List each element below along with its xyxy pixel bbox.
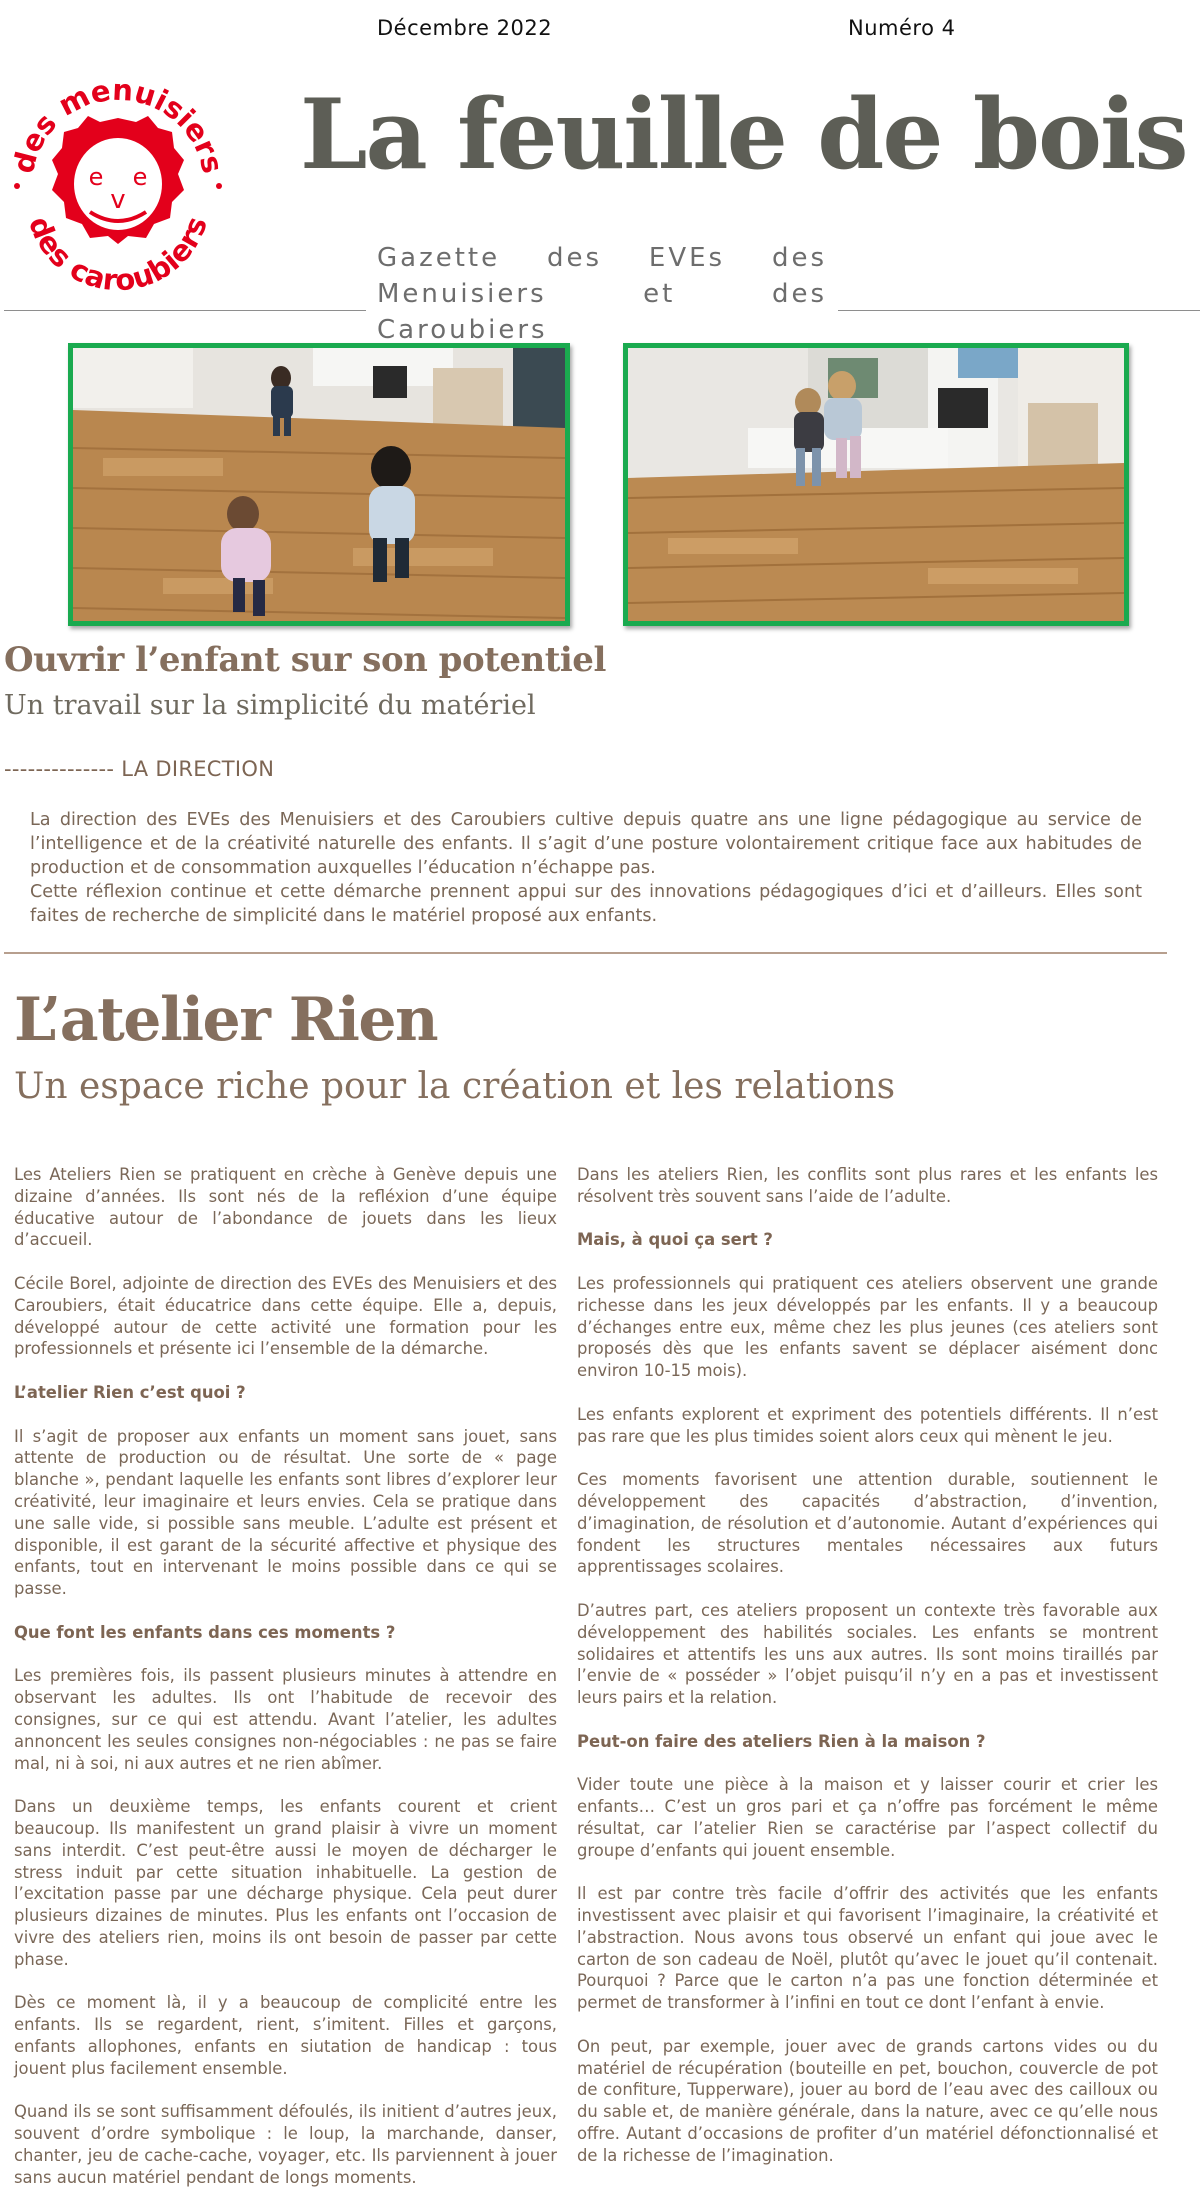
issue-date: Décembre 2022 (377, 16, 553, 40)
article1-title: Ouvrir l’enfant sur son potentiel (4, 640, 606, 680)
article2-question-heading: Mais, à quoi ça sert ? (577, 1230, 773, 1250)
article1-paragraph: La direction des EVEs des Menuisiers et des Caroubiers cultive depuis quatre ans une ligne pédagogique au service de l’intelligence et de la créativité naturelle des enfants. Il s’agit d’une posture volontairement critique face aux habitudes de production et de consommation auxquelles l’éducation n’échappe pas. (30, 810, 1142, 878)
logo-letter-v: v (110, 185, 126, 215)
article2-paragraph: Ces moments favorisent une attention durable, soutiennent le développement des capacités d’abstraction, d’invention, d’imagination, de résolution et d’autonomie. Autant d’expériences qui fondent les structures mentales nécessaires aux futurs apprentissages scolaires. (577, 1470, 1158, 1577)
children-running-photo-2 (623, 343, 1129, 626)
article2-paragraph: On peut, par exemple, jouer avec de grands cartons vides ou du matériel de récupération (bouteille en pet, bouchon, couvercle de pot de confiture, Tupperware), jouer au bord de l’eau avec des cailloux ou du sable et, de manière générale, dans la nature, avec ce qu’elle nous offre. Autant d’occasions de profiter d’un matériel défonctionnalisé et de la richesse de l’imagination. (577, 2036, 1158, 2165)
article2-title: L’atelier Rien (14, 985, 438, 1055)
article2-paragraph: Les Ateliers Rien se pratiquent en crèche à Genève depuis une dizaine d’années. Ils sont nés de la refléxion d’une équipe éducative autour de l’abondance de jouets dans les lieux d’accueil. (14, 1165, 557, 1250)
article2-paragraph: D’autres part, ces ateliers proposent un contexte très favorable aux développement des habilités sociales. Les enfants se montrent solidaires et attentifs les uns aux autres. Ils sont moins tiraillés par l’envie de « posséder » l’objet puisqu’il n’y en a pas et investissent leurs pairs et la relation. (577, 1600, 1158, 1708)
masthead-divider-left (4, 310, 366, 311)
article2-column-2 (577, 1164, 1158, 2188)
article2-question-heading: L’atelier Rien c’est quoi ? (14, 1382, 246, 1402)
article2-subtitle: Un espace riche pour la création et les relations (14, 1066, 896, 1107)
masthead-subtitle: Gazette des EVEs des Menuisiers et des Caroubiers (377, 243, 827, 345)
article2-paragraph: Dès ce moment là, il y a beaucoup de complicité entre les enfants. Ils se regardent, rient, s’imitent. Filles et garçons, enfants allophones, enfants en siutation de handicap : tous jouent plus facilement ensemble. (14, 1993, 557, 2078)
logo-top-text: des menuisiers (8, 72, 228, 177)
section-divider (4, 952, 1167, 954)
article2-paragraph: Dans les ateliers Rien, les conflits sont plus rares et les enfants les résolvent très souvent sans l’aide de l’adulte. (577, 1165, 1158, 1206)
article2-paragraph: Cécile Borel, adjointe de direction des EVEs des Menuisiers et des Caroubiers, était éducatrice dans cette équipe. Elle a, depuis, développé autour de cette activité une formation pour les professionnels et présente ici l’ensemble de la démarche. (14, 1273, 557, 1359)
article2-paragraph: Les professionnels qui pratiquent ces ateliers observent une grande richesse dans les jeux développés par les enfants. Il y a beaucoup d’échanges entre eux, même chez les plus jeunes (ces ateliers sont proposés dès que les enfants savent se déplacer aisément donc environ 10-15 mois). (577, 1273, 1158, 1381)
lion-logo-icon (8, 68, 228, 298)
article2-question-heading: Que font les enfants dans ces moments ? (14, 1622, 396, 1642)
logo-letter-e1: e (88, 163, 104, 191)
children-running-photo-1 (68, 343, 570, 626)
article2-paragraph: Vider toute une pièce à la maison et y laisser courir et crier les enfants… C’est un gros pari et ça n’offre pas forcément le même résultat, car l’atelier Rien se caractérise par l’aspect collectif du groupe d’enfants qui jouent ensemble. (577, 1775, 1158, 1860)
article1-paragraph: Cette réflexion continue et cette démarche prennent appui sur des innovations pédagogiques d’ici et d’ailleurs. Elles sont faites de recherche de simplicité dans le matériel proposé aux enfants. (30, 882, 1142, 926)
logo-bottom-text: des caroubiers (21, 211, 214, 298)
article2-paragraph: Les enfants explorent et expriment des potentiels différents. Il n’est pas rare que les plus timides soient alors ceux qui mènent le jeu. (577, 1404, 1158, 1446)
article2-paragraph: Les premières fois, ils passent plusieurs minutes à attendre en observant les adultes. Ils ont l’habitude de recevoir des consignes, sur ce qui est attendu. Avant l’atelier, les adultes annoncent les seules consignes non-négociables : ne pas se faire mal, ni à soi, ni aux autres et ne rien abîmer. (14, 1666, 557, 1773)
article2-paragraph: Dans un deuxième temps, les enfants courent et crient beaucoup. Ils manifestent un grand plaisir à vivre un moment sans interdit. C’est peut-être aussi le moyen de décharger le stress induit par cette situation inhabituelle. La gestion de l’excitation passe par une décharge physique. Cela peut durer plusieurs dizaines de minutes. Plus les enfants ont l’occasion de vivre des ateliers rien, moins ils ont besoin de passer par cette phase. (14, 1797, 557, 1969)
article2-question-heading: Peut-on faire des ateliers Rien à la maison ? (577, 1731, 986, 1751)
article1-body (30, 808, 1142, 928)
article2-paragraph: Il s’agit de proposer aux enfants un moment sans jouet, sans attente de production ou de résultat. Une sorte de « page blanche », pendant laquelle les enfants sont libres d’explorer leur créativité, leur imaginaire et leurs envies. Cela se pratique dans une salle vide, si possible sans meuble. L’adulte est présent et disponible, il est garant de la sécurité affective et physique des enfants, tout en intervenant le moins possible dans ce qui se passe. (14, 1426, 557, 1599)
issue-number: Numéro 4 (848, 16, 956, 40)
creche-logo (8, 68, 228, 298)
article1-byline: -------------- LA DIRECTION (4, 757, 275, 781)
masthead-title: La feuille de bois (300, 78, 1187, 191)
masthead-divider-right (838, 310, 1200, 311)
article2-paragraph: Il est par contre très facile d’offrir des activités que les enfants investissent avec plaisir et qui favorisent l’imaginaire, la créativité et l’abstraction. Nous avons tous observé un enfant qui joue avec le carton de son cadeau de Noël, plutôt qu’avec le jouet qu’il contenait. Pourquoi ? Parce que le carton n’a pas une fonction déterminée et permet de transformer à l’infini en tout ce dont l’enfant à envie. (577, 1884, 1158, 2013)
article1-subtitle: Un travail sur la simplicité du matériel (4, 690, 536, 721)
logo-letter-e2: e (132, 163, 148, 191)
article2-paragraph: Quand ils se sont suffisamment défoulés, ils initient d’autres jeux, souvent d’ordre symbolique : le loup, la marchande, danser, chanter, jeu de cache-cache, voyager, etc. Ils parviennent à jouer sans aucun matériel pendant de longs moments. (14, 2102, 557, 2187)
article2-column-1 (14, 1164, 557, 2210)
